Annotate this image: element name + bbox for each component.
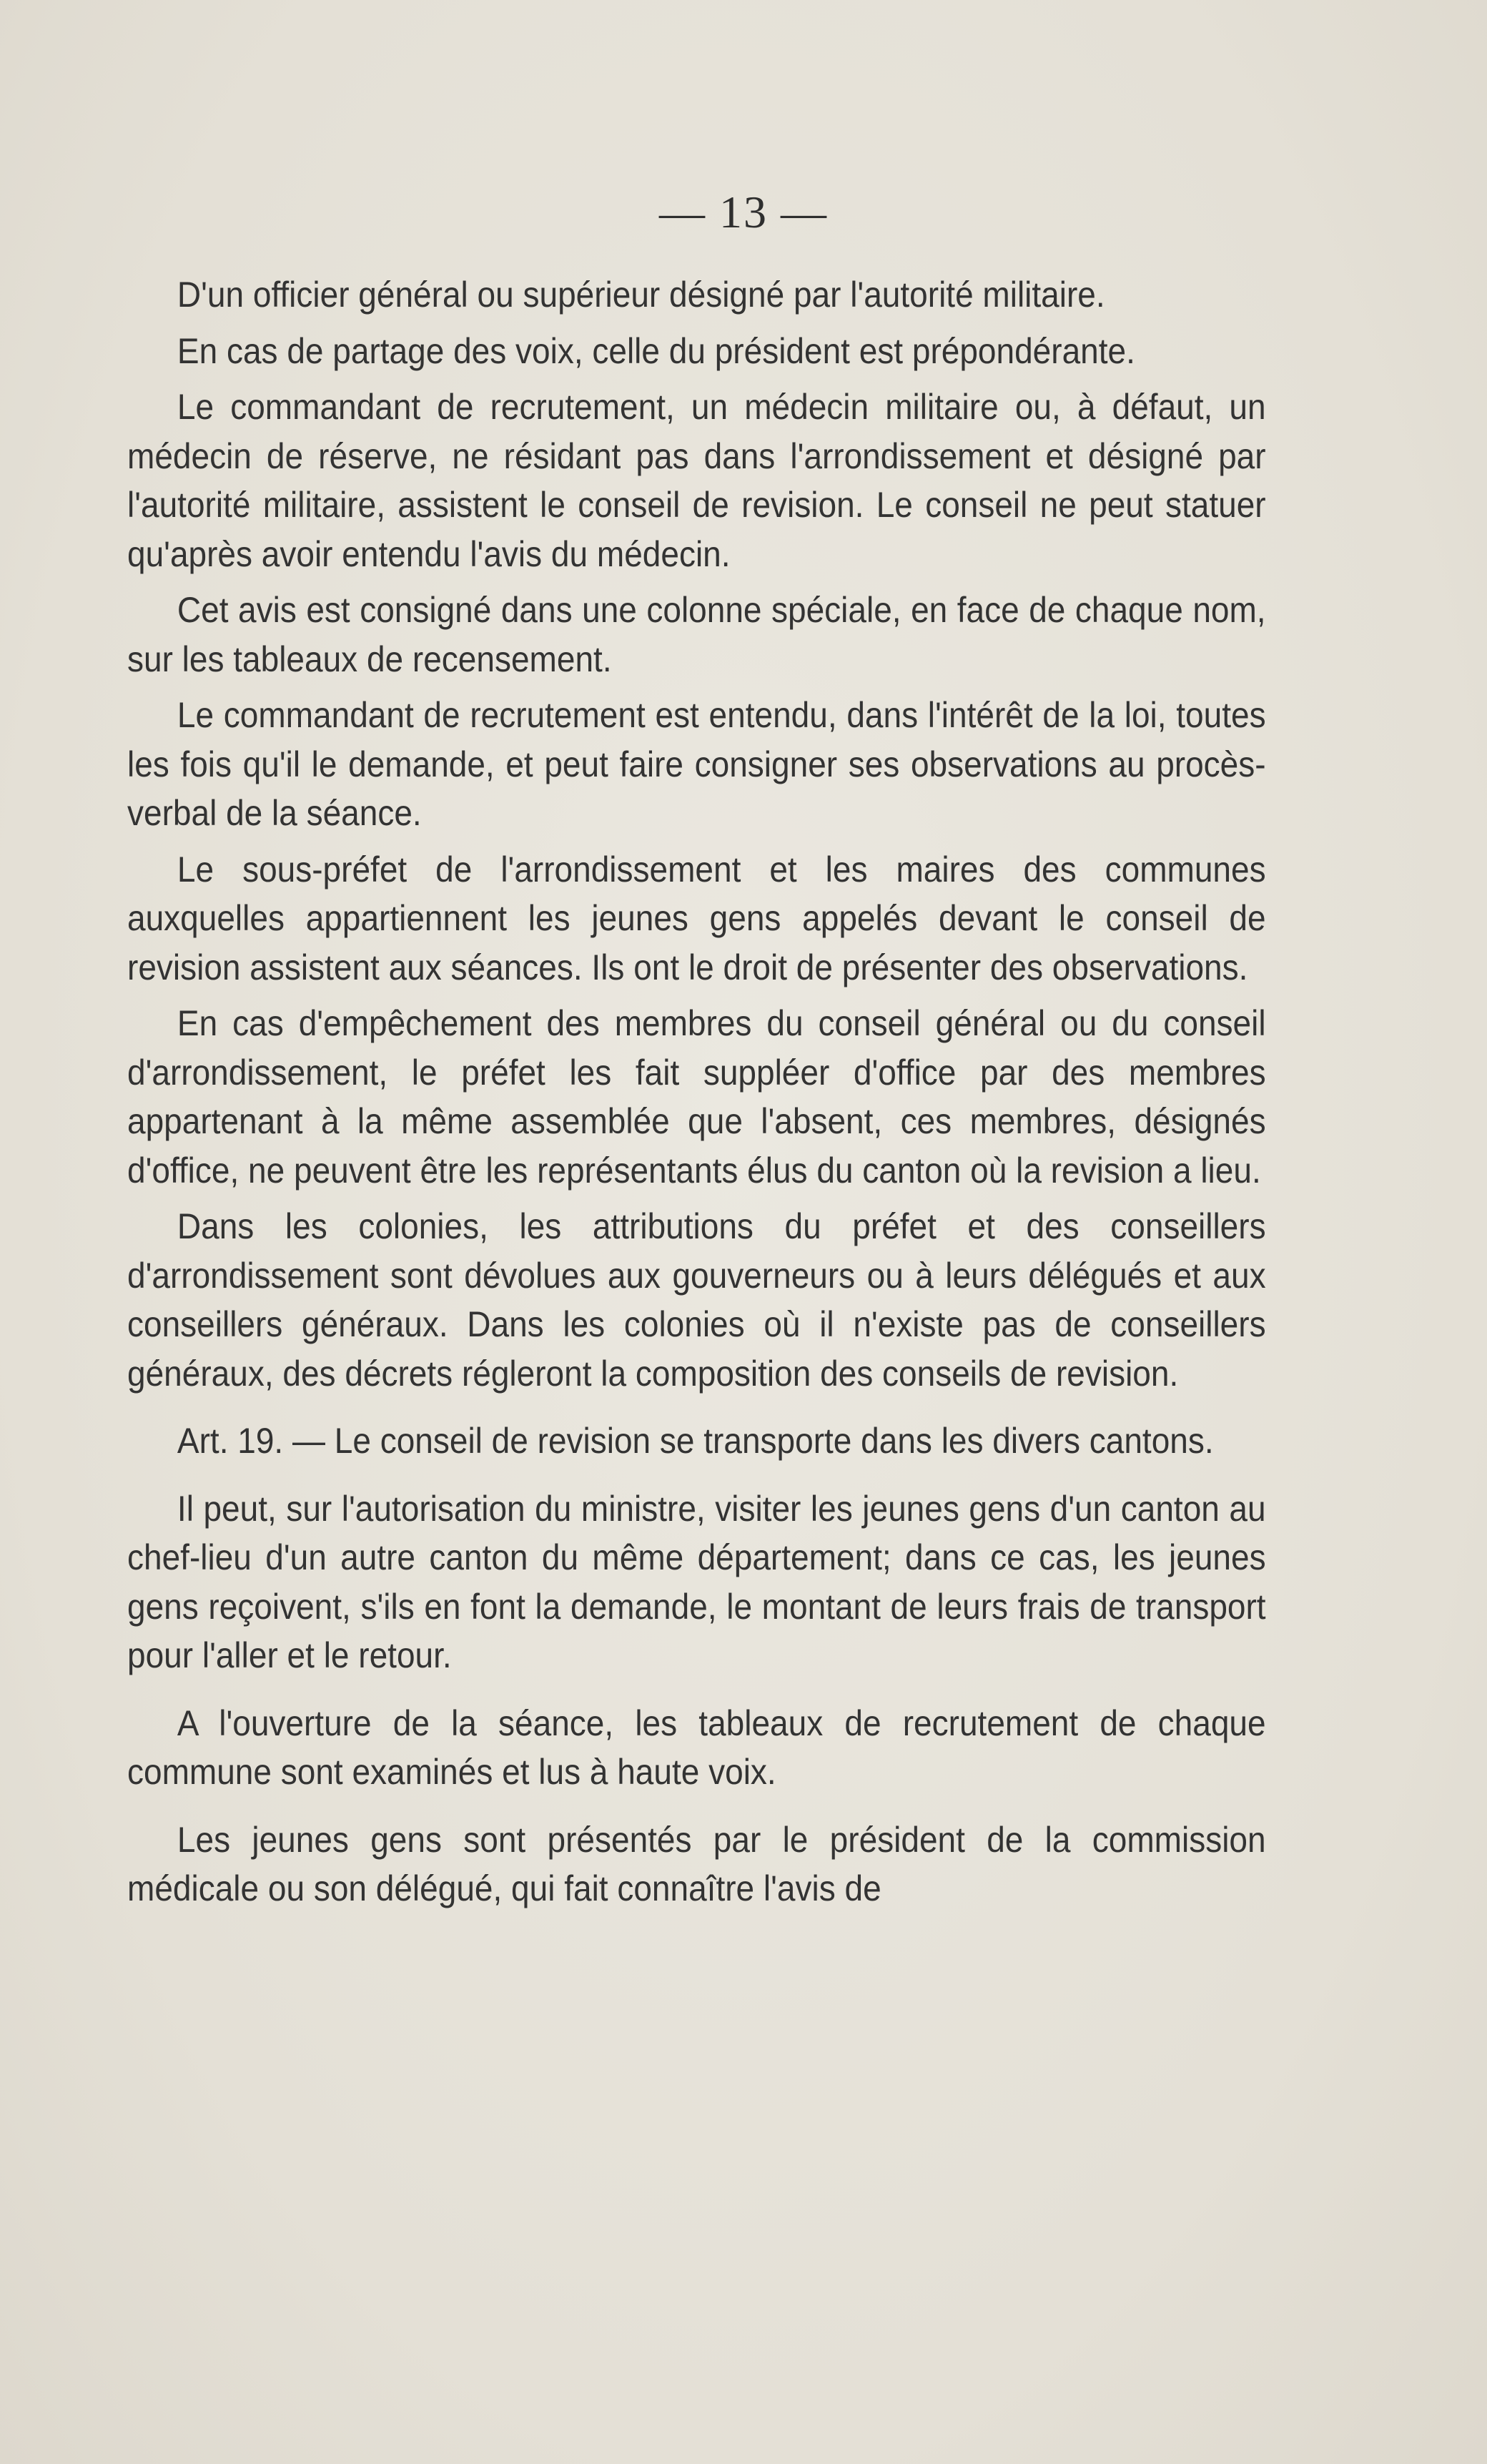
paragraph-5: Le commandant de recrutement est entendu, dans l'intérêt de la loi, toutes les fois qu'il le demande, et peut faire consigner ses observations au procès-verbal de la séance.: [127, 695, 1266, 833]
paragraph-8: Dans les colonies, les attributions du préfet et des conseillers d'arrondissement sont dévolues aux gouverneurs ou à leurs délégués et aux conseillers généraux. Dans les colonies où il n'existe pas de conseillers généraux, des décrets régleront la composition des conseils de revision.: [127, 1206, 1266, 1394]
paragraph-9: Art. 19. — Le conseil de revision se transporte dans les divers cantons.: [177, 1421, 1214, 1461]
paragraph-1: D'un officier général ou supérieur désigné par l'autorité militaire.: [177, 275, 1105, 315]
body-text: [127, 270, 1267, 1921]
paragraph-12: Les jeunes gens sont présentés par le président de la commission médicale ou son délégué, qui fait connaître l'avis de: [127, 1819, 1266, 1908]
paragraph-4: Cet avis est consigné dans une colonne spéciale, en face de chaque nom, sur les tableaux de recensement.: [127, 590, 1266, 679]
paragraph-7: En cas d'empêchement des membres du conseil général ou du conseil d'arrondissement, le préfet les fait suppléer d'office par des membres appartenant à la même assemblée que l'absent, ces membres, désignés d'office, ne peuvent être les représentants élus du canton où la revision a lieu.: [127, 1003, 1266, 1191]
paragraph-2: En cas de partage des voix, celle du président est prépondérante.: [177, 330, 1135, 371]
paragraph-10: Il peut, sur l'autorisation du ministre, visiter les jeunes gens d'un canton au chef-lieu d'un autre canton du même département; dans ce cas, les jeunes gens reçoivent, s'ils en font la demande, le montant de leurs frais de transport pour l'aller et le retour.: [127, 1488, 1266, 1675]
page-number: — 13 —: [659, 187, 828, 237]
paragraph-11: A l'ouverture de la séance, les tableaux de recrutement de chaque commune sont examinés et lus à haute voix.: [127, 1702, 1266, 1792]
paragraph-6: Le sous-préfet de l'arrondissement et les maires des communes auxquelles appartiennent les jeunes gens appelés devant le conseil de revision assistent aux séances. Ils ont le droit de présenter des observations.: [127, 849, 1266, 987]
paragraph-3: Le commandant de recrutement, un médecin militaire ou, à défaut, un médecin de réserve, ne résidant pas dans l'arrondissement et désigné par l'autorité militaire, assistent le conseil de revision. Le conseil ne peut statuer qu'après avoir entendu l'avis du médecin.: [127, 387, 1266, 574]
